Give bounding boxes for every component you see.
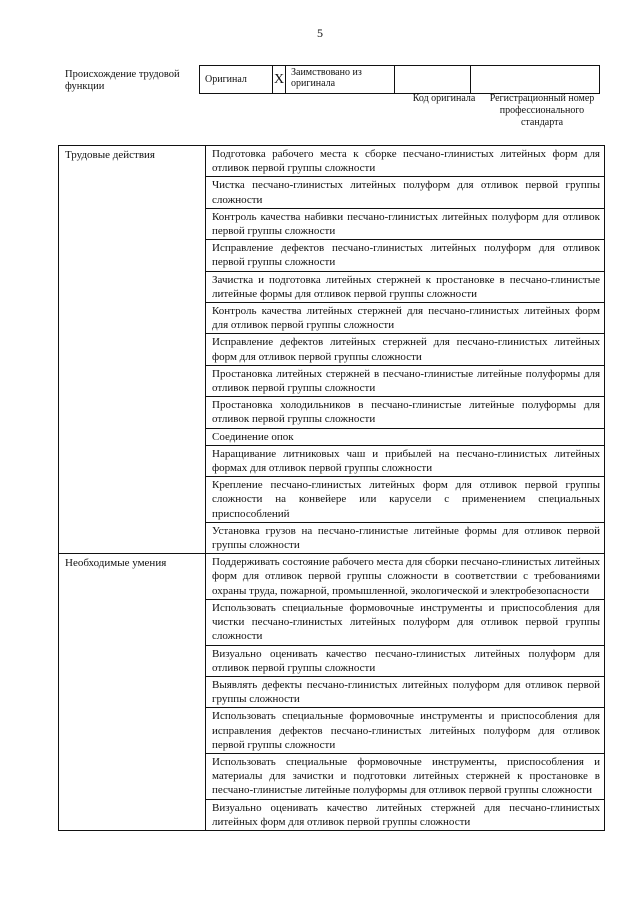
- section-items: [206, 146, 605, 554]
- function-table: [58, 145, 605, 831]
- reg-number-caption: Регистрационный номер профессионального стандарта: [489, 93, 595, 128]
- list-item: Чистка песчано-глинистых литейных полуформ для отливок первой группы сложности: [206, 176, 604, 207]
- section-title: Необходимые умения: [59, 554, 206, 831]
- list-item: Использовать специальные формовочные инструменты и приспособления для чистки песчано-глинистых литейных полуформ для отливок первой группы сложности: [206, 599, 604, 645]
- list-item: Установка грузов на песчано-глинистые литейные формы для отливок первой группы сложности: [206, 522, 604, 553]
- page-number: 5: [317, 26, 323, 40]
- original-mark: X: [273, 66, 286, 94]
- list-item: Простановка холодильников в песчано-глинистые литейные полуформы для отливок первой группы сложности: [206, 396, 604, 427]
- list-item: Исправление дефектов литейных стержней для песчано-глинистых литейных форм для отливок первой группы сложности: [206, 333, 604, 364]
- list-item: Визуально оценивать качество литейных стержней для песчано-глинистых литейных форм для отливок первой группы сложности: [206, 799, 604, 830]
- list-item: Контроль качества литейных стержней для песчано-глинистых литейных форм для отливок первой группы сложности: [206, 302, 604, 333]
- list-item: Наращивание литниковых чаш и прибылей на песчано-глинистых литейных формах для отливок первой группы сложности: [206, 445, 604, 476]
- origin-table: [199, 65, 600, 94]
- list-item: Использовать специальные формовочные инструменты, приспособления и материалы для зачистки и подготовки литейных стержней к простановке в песчано-глинистые литейные полуформы для отливок первой группы сложности: [206, 753, 604, 799]
- reg-number-cell: [471, 66, 600, 94]
- code-caption: Код оригинала: [412, 93, 476, 104]
- original-cell: Оригинал: [200, 66, 273, 94]
- list-item: Использовать специальные формовочные инструменты и приспособления для исправления дефектов песчано-глинистых литейных полуформ для отливок первой группы сложности: [206, 707, 604, 753]
- list-item: Зачистка и подготовка литейных стержней к простановке в песчано-глинистые литейные формы для отливок первой группы сложности: [206, 271, 604, 302]
- list-item: Соединение опок: [206, 428, 604, 445]
- section-title: Трудовые действия: [59, 146, 206, 554]
- borrowed-cell: Заимствовано из оригинала: [286, 66, 395, 94]
- list-item: Простановка литейных стержней в песчано-глинистые литейные полуформы для отливок первой группы сложности: [206, 365, 604, 396]
- section-items: [206, 554, 605, 831]
- list-item: Визуально оценивать качество песчано-глинистых литейных полуформ для отливок первой группы сложности: [206, 645, 604, 676]
- origin-label: Происхождение трудовой функции: [65, 69, 180, 92]
- section-row: [59, 146, 605, 554]
- list-item: Контроль качества набивки песчано-глинистых литейных полуформ для отливок первой группы сложности: [206, 208, 604, 239]
- list-item: Крепление песчано-глинистых литейных форм для отливок первой группы сложности на конвейере или карусели с применением специальных приспособлений: [206, 476, 604, 522]
- list-item: Исправление дефектов песчано-глинистых литейных полуформ для отливок первой группы сложности: [206, 239, 604, 270]
- list-item: Выявлять дефекты песчано-глинистых литейных полуформ для отливок первой группы сложности: [206, 676, 604, 707]
- code-cell: [395, 66, 471, 94]
- list-item: Поддерживать состояние рабочего места для сборки песчано-глинистых литейных форм для отливок первой группы сложности в соответствии с требованиями охраны труда, пожарной, промышленной, экологической и электробезопасности: [212, 556, 600, 597]
- section-row: [59, 554, 605, 831]
- list-item: Подготовка рабочего места к сборке песчано-глинистых литейных форм для отливок первой группы сложности: [212, 148, 600, 175]
